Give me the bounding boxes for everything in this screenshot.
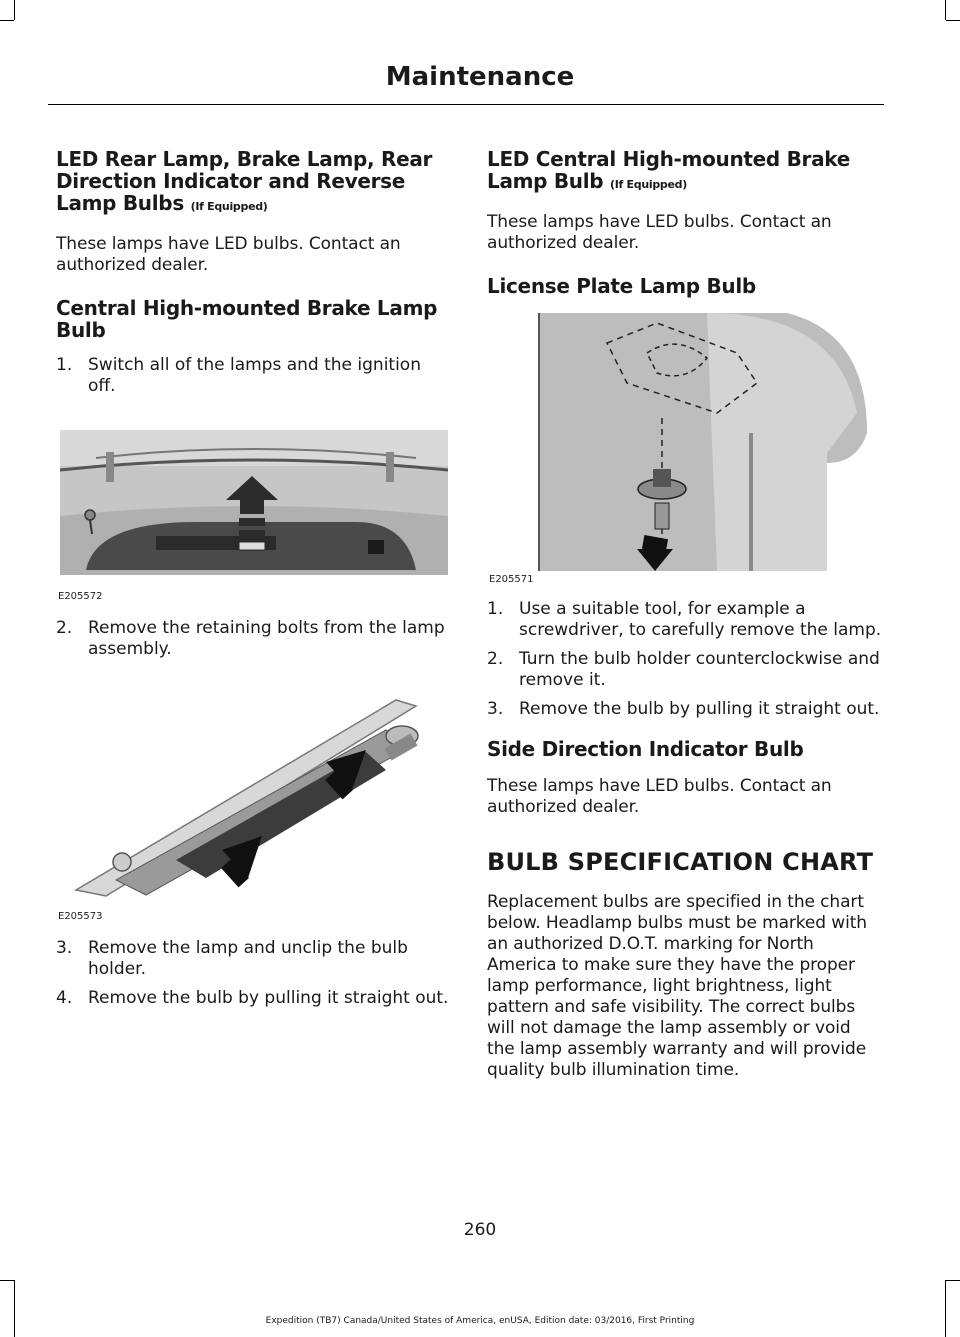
step-list (56, 618, 452, 660)
step-text: Turn the bulb holder counterclockwise and remove it. (519, 649, 880, 690)
section-heading: Side Direction Indicator Bulb (487, 737, 804, 761)
figure-code: E205572 (58, 591, 103, 602)
step-text: Switch all of the lamps and the ignition off. (88, 355, 421, 396)
section-heading: License Plate Lamp Bulb (487, 274, 756, 298)
page-number: 260 (463, 1220, 497, 1240)
step-number: 2. (487, 649, 504, 669)
step-item (487, 649, 883, 691)
step-number: 3. (487, 699, 504, 719)
crop-mark (945, 0, 946, 20)
section-body: These lamps have LED bulbs. Contact an authorized dealer. (487, 212, 832, 253)
figure-code: E205571 (489, 574, 534, 585)
step-list (56, 355, 452, 397)
step-number: 4. (56, 988, 73, 1008)
crop-mark (946, 1280, 960, 1281)
section-heading-text: LED Rear Lamp, Brake Lamp, Rear Direction Indicator and Reverse Lamp Bulbs (56, 147, 433, 215)
lamp-assembly-illustration (56, 690, 448, 900)
crop-mark (945, 1280, 946, 1337)
step-text: Remove the retaining bolts from the lamp assembly. (88, 618, 445, 659)
if-equipped-note: (If Equipped) (190, 200, 268, 213)
step-number: 1. (487, 599, 504, 619)
step-item (56, 618, 452, 660)
step-item (56, 355, 452, 397)
step-text: Remove the lamp and unclip the bulb holder. (88, 938, 408, 979)
step-item (487, 599, 883, 641)
crop-mark (946, 20, 960, 21)
license-plate-lamp-illustration (487, 313, 883, 571)
step-text: Remove the bulb by pulling it straight out. (519, 699, 880, 719)
section-body: These lamps have LED bulbs. Contact an authorized dealer. (56, 234, 401, 275)
step-number: 3. (56, 938, 73, 958)
crop-mark (0, 1280, 14, 1281)
section-heading (56, 148, 452, 218)
figure-license-plate-lamp (487, 313, 883, 583)
section-body: These lamps have LED bulbs. Contact an authorized dealer. (487, 776, 832, 817)
figure-code: E205573 (58, 911, 103, 922)
step-number: 2. (56, 618, 73, 638)
edition-line: Expedition (TB7) Canada/United States of America, enUSA, Edition date: 03/2016, First Printing (265, 1316, 695, 1326)
brake-lamp-illustration (56, 430, 448, 575)
if-equipped-note: (If Equipped) (610, 178, 687, 191)
figure-brake-lamp-location (56, 430, 452, 600)
step-text: Remove the bulb by pulling it straight out. (88, 988, 449, 1008)
crop-mark (14, 0, 15, 20)
crop-mark (14, 1280, 15, 1337)
section-heading-text: LED Central High-mounted Brake Lamp Bulb (487, 147, 851, 193)
section-heading: Central High-mounted Brake Lamp Bulb (56, 296, 438, 342)
figure-lamp-assembly (56, 690, 452, 920)
left-column (56, 148, 452, 1009)
step-item (56, 988, 452, 1009)
step-text: Use a suitable tool, for example a screwdriver, to carefully remove the lamp. (519, 599, 882, 640)
step-item (56, 938, 452, 980)
step-list (487, 599, 883, 720)
header-divider (48, 104, 884, 105)
step-item (487, 699, 883, 720)
crop-mark (0, 20, 14, 21)
section-body: Replacement bulbs are specified in the chart below. Headlamp bulbs must be marked with an authorized D.O.T. marking for North America to make sure they have the proper lamp performance, light brightness, light pattern and safe visibility. The correct bulbs will not damage the lamp assembly or void the lamp assembly warranty and will provide quality bulb illumination time. (487, 892, 867, 1080)
section-heading (487, 148, 883, 196)
step-number: 1. (56, 355, 73, 375)
chapter-heading: BULB SPECIFICATION CHART (487, 848, 874, 876)
page-title: Maintenance (385, 62, 575, 92)
right-column (487, 148, 883, 1081)
step-list (56, 938, 452, 1009)
